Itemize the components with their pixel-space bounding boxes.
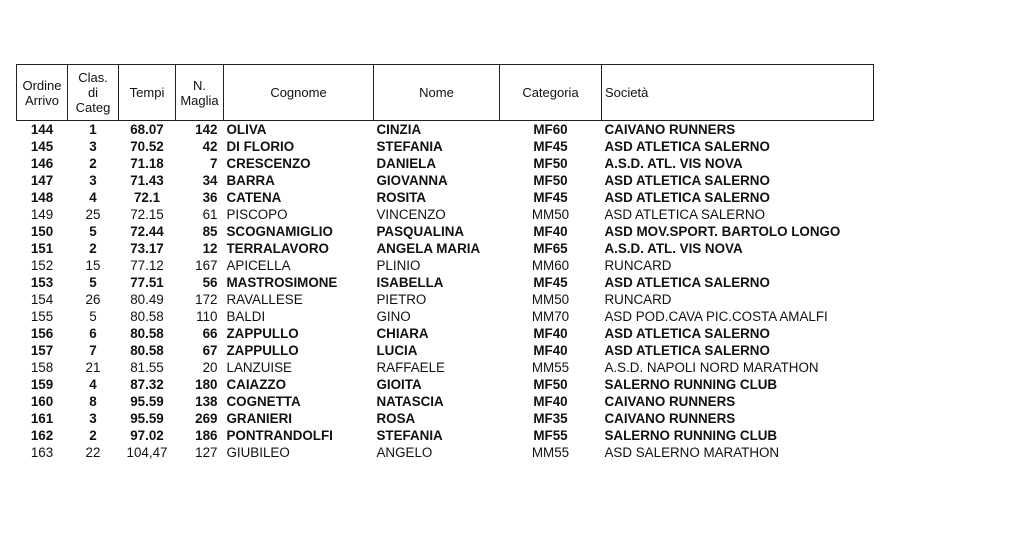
cell-ordine: 151 [30, 241, 54, 256]
header-ordine-arrivo [17, 65, 68, 121]
table-row [17, 427, 874, 444]
cell-ordine: 159 [30, 377, 54, 392]
cell-tempi: 77.12 [130, 258, 164, 273]
cell-societa: A.S.D. ATL. VIS NOVA [604, 156, 743, 171]
table-row [17, 155, 874, 172]
cell-societa: SALERNO RUNNING CLUB [604, 377, 778, 392]
header-tempi: Tempi [119, 65, 176, 121]
cell-tempi: 95.59 [130, 394, 164, 409]
cell-nome: PLINIO [376, 258, 421, 273]
cell-societa: CAIVANO RUNNERS [604, 411, 736, 426]
cell-clas: 4 [89, 377, 97, 392]
cell-cognome: ZAPPULLO [226, 326, 299, 341]
cell-cognome: TERRALAVORO [226, 241, 329, 256]
cell-ordine: 162 [30, 428, 54, 443]
cell-tempi: 77.51 [130, 275, 164, 290]
table-row [17, 325, 874, 342]
cell-societa: ASD MOV.SPORT. BARTOLO LONGO [604, 224, 841, 239]
header-maglia-line1: N. [193, 77, 206, 93]
cell-cognome: LANZUISE [226, 360, 292, 375]
cell-societa: ASD ATLETICA SALERNO [604, 275, 770, 290]
cell-societa: ASD ATLETICA SALERNO [604, 343, 770, 358]
cell-cognome: ZAPPULLO [226, 343, 299, 358]
cell-societa: ASD ATLETICA SALERNO [604, 173, 770, 188]
cell-maglia: 127 [195, 445, 218, 460]
cell-cognome: PISCOPO [226, 207, 288, 222]
cell-nome: RAFFAELE [376, 360, 445, 375]
cell-ordine: 145 [30, 139, 54, 154]
cell-societa: RUNCARD [604, 258, 672, 273]
cell-cognome: MASTROSIMONE [226, 275, 338, 290]
table-row [17, 257, 874, 274]
cell-societa: CAIVANO RUNNERS [604, 122, 736, 137]
cell-clas: 2 [89, 241, 97, 256]
cell-ordine: 155 [30, 309, 54, 324]
table-row [17, 308, 874, 325]
cell-categoria: MM60 [531, 258, 570, 273]
cell-categoria: MF45 [533, 139, 568, 154]
cell-tempi: 72.44 [130, 224, 164, 239]
header-n-maglia [176, 65, 224, 121]
table-row [17, 359, 874, 376]
cell-categoria: MF45 [533, 275, 568, 290]
cell-categoria: MM50 [531, 207, 570, 222]
cell-societa: ASD SALERNO MARATHON [604, 445, 780, 460]
cell-tempi: 80.58 [130, 326, 164, 341]
cell-categoria: MF50 [533, 173, 568, 188]
cell-ordine: 149 [30, 207, 54, 222]
cell-tempi: 72.15 [130, 207, 164, 222]
cell-nome: GIOITA [376, 377, 422, 392]
cell-societa: CAIVANO RUNNERS [604, 394, 736, 409]
cell-clas: 21 [85, 360, 101, 375]
cell-clas: 3 [89, 173, 97, 188]
cell-tempi: 87.32 [130, 377, 164, 392]
cell-tempi: 80.49 [130, 292, 164, 307]
cell-clas: 1 [89, 122, 97, 137]
cell-maglia: 172 [195, 292, 218, 307]
cell-nome: ANGELA MARIA [376, 241, 481, 256]
cell-ordine: 161 [30, 411, 54, 426]
cell-categoria: MF40 [533, 326, 568, 341]
cell-ordine: 160 [30, 394, 54, 409]
cell-ordine: 154 [30, 292, 54, 307]
cell-maglia: 56 [202, 275, 218, 290]
cell-clas: 3 [89, 139, 97, 154]
cell-tempi: 70.52 [130, 139, 164, 154]
cell-maglia: 138 [195, 394, 218, 409]
cell-clas: 4 [89, 190, 97, 205]
cell-categoria: MF55 [533, 428, 568, 443]
cell-societa: ASD ATLETICA SALERNO [604, 190, 770, 205]
cell-clas: 22 [85, 445, 101, 460]
cell-societa: A.S.D. NAPOLI NORD MARATHON [604, 360, 819, 375]
cell-ordine: 147 [30, 173, 54, 188]
header-nome: Nome [374, 65, 500, 121]
cell-cognome: BALDI [226, 309, 266, 324]
cell-tempi: 71.18 [130, 156, 164, 171]
table-row [17, 342, 874, 359]
header-clas-line3: Categ [75, 100, 111, 115]
table-row [17, 223, 874, 240]
cell-clas: 5 [89, 224, 97, 239]
cell-nome: ROSA [376, 411, 416, 426]
cell-cognome: OLIVA [226, 122, 267, 137]
table-row [17, 240, 874, 257]
cell-clas: 2 [89, 156, 97, 171]
cell-nome: ROSITA [376, 190, 427, 205]
cell-cognome: PONTRANDOLFI [226, 428, 333, 443]
cell-ordine: 158 [30, 360, 54, 375]
cell-cognome: CATENA [226, 190, 282, 205]
cell-categoria: MF50 [533, 156, 568, 171]
cell-tempi: 80.58 [130, 343, 164, 358]
cell-ordine: 152 [30, 258, 54, 273]
cell-maglia: 186 [195, 428, 218, 443]
cell-maglia: 142 [195, 122, 218, 137]
header-row [17, 65, 874, 121]
cell-nome: PIETRO [376, 292, 427, 307]
cell-ordine: 150 [30, 224, 54, 239]
cell-categoria: MF45 [533, 190, 568, 205]
table-body [17, 121, 874, 462]
cell-nome: ISABELLA [376, 275, 444, 290]
cell-tempi: 97.02 [130, 428, 164, 443]
header-clas-categ [68, 65, 119, 121]
cell-categoria: MF40 [533, 224, 568, 239]
cell-ordine: 156 [30, 326, 54, 341]
cell-clas: 6 [89, 326, 97, 341]
table-row [17, 172, 874, 189]
table-row [17, 138, 874, 155]
cell-cognome: CRESCENZO [226, 156, 311, 171]
cell-tempi: 95.59 [130, 411, 164, 426]
cell-clas: 26 [85, 292, 101, 307]
cell-categoria: MF65 [533, 241, 568, 256]
header-clas-line1: Clas. [78, 70, 108, 85]
cell-tempi: 81.55 [130, 360, 164, 375]
cell-ordine: 148 [30, 190, 54, 205]
cell-clas: 15 [85, 258, 101, 273]
cell-maglia: 61 [202, 207, 218, 222]
cell-maglia: 110 [196, 309, 218, 324]
cell-societa: ASD ATLETICA SALERNO [604, 139, 770, 154]
cell-clas: 5 [89, 275, 97, 290]
cell-nome: STEFANIA [376, 428, 443, 443]
cell-cognome: COGNETTA [226, 394, 301, 409]
cell-categoria: MF40 [533, 343, 568, 358]
cell-ordine: 157 [30, 343, 54, 358]
cell-cognome: APICELLA [226, 258, 291, 273]
cell-cognome: BARRA [226, 173, 275, 188]
cell-maglia: 85 [202, 224, 218, 239]
table-row [17, 274, 874, 291]
cell-maglia: 42 [202, 139, 218, 154]
cell-ordine: 153 [30, 275, 54, 290]
header-cognome: Cognome [224, 65, 374, 121]
cell-cognome: CAIAZZO [226, 377, 287, 392]
cell-cognome: GIUBILEO [226, 445, 290, 460]
cell-clas: 5 [89, 309, 97, 324]
cell-clas: 7 [89, 343, 97, 358]
cell-maglia: 34 [202, 173, 218, 188]
cell-clas: 2 [89, 428, 97, 443]
cell-tempi: 72.1 [133, 190, 161, 205]
cell-categoria: MM55 [531, 445, 570, 460]
cell-maglia: 167 [195, 258, 218, 273]
cell-tempi: 104,47 [126, 445, 168, 460]
header-clas-line2: di [87, 85, 99, 100]
header-maglia-line2: Maglia [180, 92, 219, 108]
cell-categoria: MF60 [533, 122, 568, 137]
cell-tempi: 68.07 [130, 122, 164, 137]
results-table [16, 64, 874, 461]
cell-maglia: 7 [210, 156, 218, 171]
cell-ordine: 146 [30, 156, 54, 171]
cell-cognome: RAVALLESE [226, 292, 303, 307]
cell-maglia: 269 [195, 411, 218, 426]
header-ordine-line1: Ordine [22, 77, 62, 93]
cell-tempi: 73.17 [130, 241, 164, 256]
cell-cognome: DI FLORIO [226, 139, 295, 154]
cell-clas: 3 [89, 411, 97, 426]
cell-nome: NATASCIA [376, 394, 444, 409]
cell-nome: GIOVANNA [376, 173, 448, 188]
cell-maglia: 12 [202, 241, 218, 256]
cell-maglia: 20 [202, 360, 218, 375]
cell-clas: 8 [89, 394, 97, 409]
cell-societa: ASD ATLETICA SALERNO [604, 326, 770, 341]
cell-maglia: 36 [202, 190, 218, 205]
table-header [17, 65, 874, 121]
cell-ordine: 163 [30, 445, 54, 460]
cell-categoria: MM50 [531, 292, 570, 307]
cell-categoria: MF35 [533, 411, 568, 426]
cell-categoria: MM70 [531, 309, 570, 324]
header-societa: Società [602, 65, 874, 121]
cell-tempi: 80.58 [130, 309, 164, 324]
cell-societa: A.S.D. ATL. VIS NOVA [604, 241, 743, 256]
cell-nome: PASQUALINA [376, 224, 465, 239]
cell-nome: STEFANIA [376, 139, 443, 154]
header-ordine-line2: Arrivo [25, 92, 59, 108]
cell-societa: SALERNO RUNNING CLUB [604, 428, 778, 443]
table-row [17, 121, 874, 139]
cell-nome: VINCENZO [376, 207, 446, 222]
cell-nome: ANGELO [376, 445, 433, 460]
cell-societa: ASD ATLETICA SALERNO [604, 207, 765, 222]
table-row [17, 291, 874, 308]
cell-categoria: MF50 [533, 377, 568, 392]
table-row [17, 206, 874, 223]
cell-nome: LUCIA [376, 343, 418, 358]
cell-nome: GINO [376, 309, 411, 324]
cell-nome: DANIELA [376, 156, 437, 171]
cell-maglia: 66 [202, 326, 218, 341]
table-row [17, 376, 874, 393]
table-row [17, 410, 874, 427]
header-categoria: Categoria [500, 65, 602, 121]
cell-societa: ASD POD.CAVA PIC.COSTA AMALFI [604, 309, 828, 324]
cell-maglia: 67 [202, 343, 218, 358]
cell-maglia: 180 [195, 377, 218, 392]
cell-nome: CINZIA [376, 122, 422, 137]
cell-clas: 25 [85, 207, 101, 222]
cell-cognome: GRANIERI [226, 411, 292, 426]
table-row [17, 393, 874, 410]
cell-cognome: SCOGNAMIGLIO [226, 224, 333, 239]
cell-tempi: 71.43 [130, 173, 164, 188]
cell-nome: CHIARA [376, 326, 429, 341]
table-row [17, 444, 874, 461]
cell-categoria: MM55 [531, 360, 570, 375]
cell-categoria: MF40 [533, 394, 568, 409]
table-row [17, 189, 874, 206]
cell-ordine: 144 [30, 122, 54, 137]
cell-societa: RUNCARD [604, 292, 672, 307]
